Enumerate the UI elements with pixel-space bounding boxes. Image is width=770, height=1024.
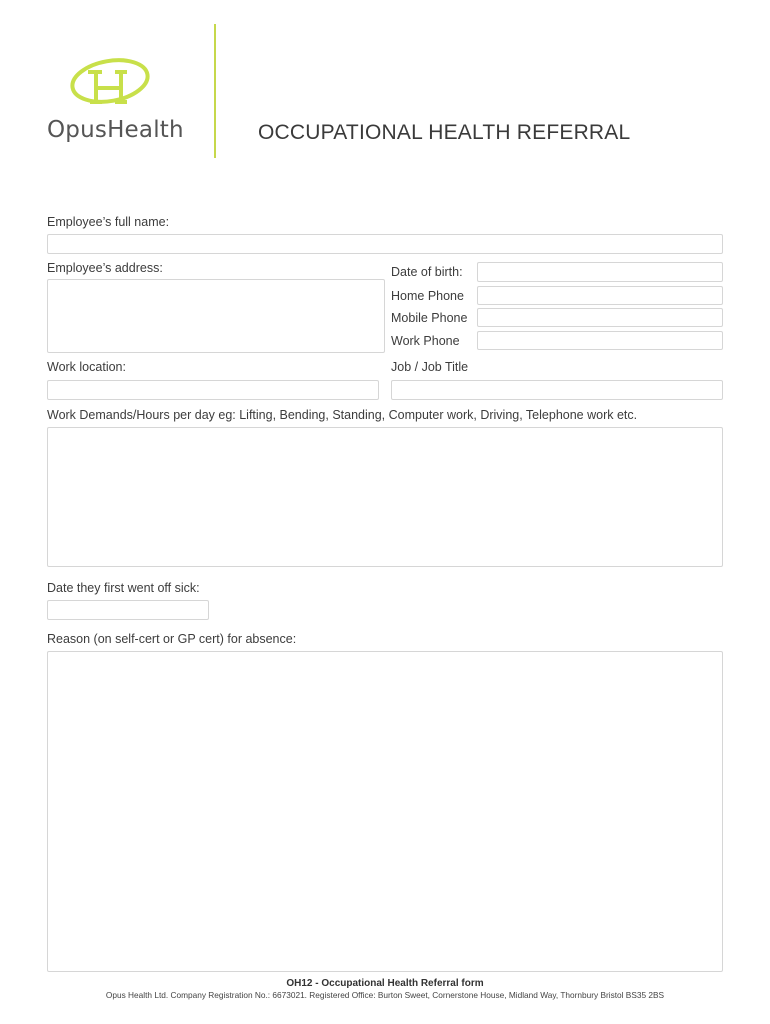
work-demands-field[interactable] <box>47 427 723 567</box>
work-phone-label: Work Phone <box>391 334 460 348</box>
dob-field[interactable] <box>477 262 723 282</box>
address-label: Employee’s address: <box>47 261 163 275</box>
page-title: OCCUPATIONAL HEALTH REFERRAL <box>258 121 631 144</box>
dob-label: Date of birth: <box>391 265 463 279</box>
work-location-label: Work location: <box>47 360 126 374</box>
brand-name: OpusHealth <box>47 117 184 143</box>
home-phone-label: Home Phone <box>391 289 464 303</box>
address-field[interactable] <box>47 279 385 353</box>
mobile-phone-label: Mobile Phone <box>391 311 468 325</box>
full-name-field[interactable] <box>47 234 723 254</box>
work-demands-label: Work Demands/Hours per day eg: Lifting, Bending, Standing, Computer work, Driving, Telephone work etc. <box>47 408 638 422</box>
reason-field[interactable] <box>47 651 723 972</box>
off-sick-field[interactable] <box>47 600 209 620</box>
footer-form-title: OH12 - Occupational Health Referral form <box>286 978 484 989</box>
reason-label: Reason (on self-cert or GP cert) for absence: <box>47 632 297 646</box>
header-divider <box>214 24 216 158</box>
job-title-field[interactable] <box>391 380 723 400</box>
full-name-label: Employee’s full name: <box>47 215 170 229</box>
home-phone-field[interactable] <box>477 286 723 305</box>
off-sick-label: Date they first went off sick: <box>47 581 200 595</box>
job-title-label: Job / Job Title <box>391 360 469 374</box>
work-location-field[interactable] <box>47 380 379 400</box>
opushealth-logo-icon <box>66 54 156 118</box>
mobile-phone-field[interactable] <box>477 308 723 327</box>
footer-company-info: Opus Health Ltd. Company Registration No.: 6673021. Registered Office: Burton Sweet, Cornerstone House, Midland Way, Thornbury Bristol BS35 2BS <box>105 990 665 1000</box>
work-phone-field[interactable] <box>477 331 723 350</box>
